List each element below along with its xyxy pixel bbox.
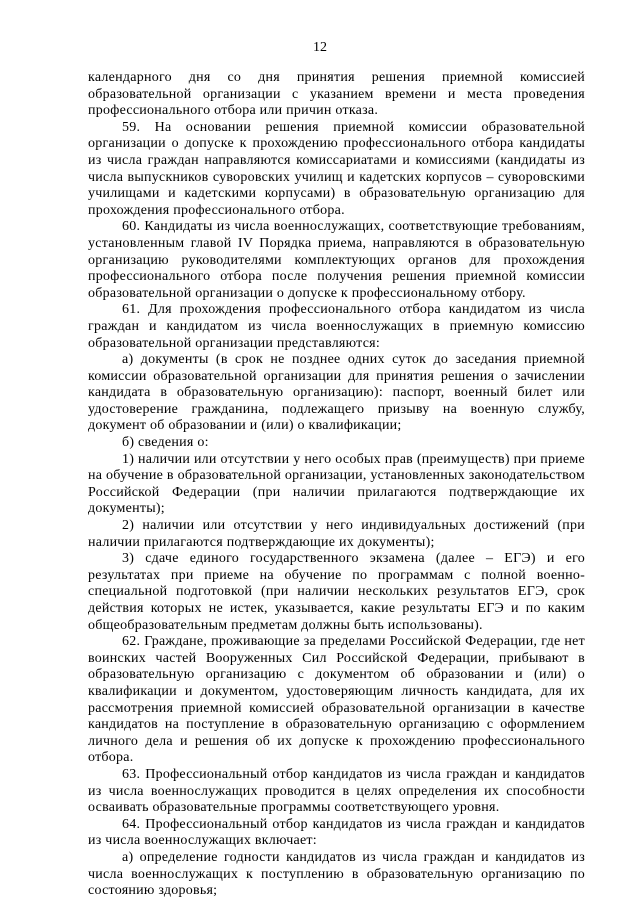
paragraph-59: 59. На основании решения приемной комиссии образовательной организации о допуске к прохождению профессионального отбора кандидаты из числа граждан направляются комиссариатами и комиссиями (кандидаты из числа выпускников суворовских училищ и кадетских корпусов – суворовскими училищами и кадетскими корпусами) в образовательную организацию для прохождения профессионального отбора. [88, 119, 585, 218]
document-body [88, 70, 585, 900]
paragraph-61-b: б) сведения о: [122, 435, 209, 451]
paragraph-61-b-1: 1) наличии или отсутствии у него особых прав (преимуществ) при приеме на обучение в образовательной организации, установленных законодательством Российской Федерации (при наличии прилагаются подтверждающие их документы); [88, 451, 585, 517]
paragraph-61: 61. Для прохождения профессионального отбора кандидатом из числа граждан и кандидатом из числа военнослужащих в приемную комиссию образовательной организации представляются: [88, 302, 585, 351]
paragraph-continuation: календарного дня со дня принятия решения приемной комиссией образовательной организации с указанием времени и места проведения профессионального отбора или причин отказа. [88, 70, 585, 119]
paragraph-60: 60. Кандидаты из числа военнослужащих, соответствующие требованиям, установленным главой IV Порядка приема, направляются в образовательную организацию руководителями комплектующих органов для прохождения профессионального отбора после получения решения приемной комиссии образовательной организации о допуске к профессиональному отбору. [88, 219, 585, 301]
paragraph-61-b-2: 2) наличии или отсутствии у него индивидуальных достижений (при наличии прилагаются подтверждающие их документы); [88, 518, 585, 550]
paragraph-61-b-3: 3) сдаче единого государственного экзамена (далее – ЕГЭ) и его результатах при приеме на обучение по программам с полной военно-специальной подготовкой (при наличии нескольких результатов ЕГЭ, срок действия которых не истек, указывается, какие результаты ЕГЭ и по каким общеобразовательным предметам должны быть использованы). [88, 551, 585, 633]
paragraph-61-a: а) документы (в срок не позднее одних суток до заседания приемной комиссии образовательной организации для принятия решения о зачислении кандидата в образовательную организацию): паспорт, военный билет или удостоверение гражданина, подлежащего призыву на военную службу, документ об образовании и (или) о квалификации; [88, 352, 585, 434]
paragraph-63: 63. Профессиональный отбор кандидатов из числа граждан и кандидатов из числа военнослужащих проводится в целях определения их способности осваивать образовательные программы соответствующего уровня. [88, 766, 585, 816]
paragraph-62: 62. Граждане, проживающие за пределами Российской Федерации, где нет воинских частей Вооруженных Сил Российской Федерации, прибывают в образовательную организацию с документом об образовании и (или) о квалификации и документом, удостоверяющим личность кандидата, для их рассмотрения приемной комиссией образовательной организации в качестве кандидатов на поступление в образовательную организацию с оформлением личного дела и решения об их допуске к прохождению профессионального отбора. [88, 634, 585, 766]
paragraph-64-a: а) определение годности кандидатов из числа граждан и кандидатов из числа военнослужащих к поступлению в образовательную организацию по состоянию здоровья; [88, 849, 585, 899]
paragraph-64: 64. Профессиональный отбор кандидатов из числа граждан и кандидатов из числа военнослужащих включает: [88, 816, 585, 849]
page-number: 12 [313, 40, 327, 55]
